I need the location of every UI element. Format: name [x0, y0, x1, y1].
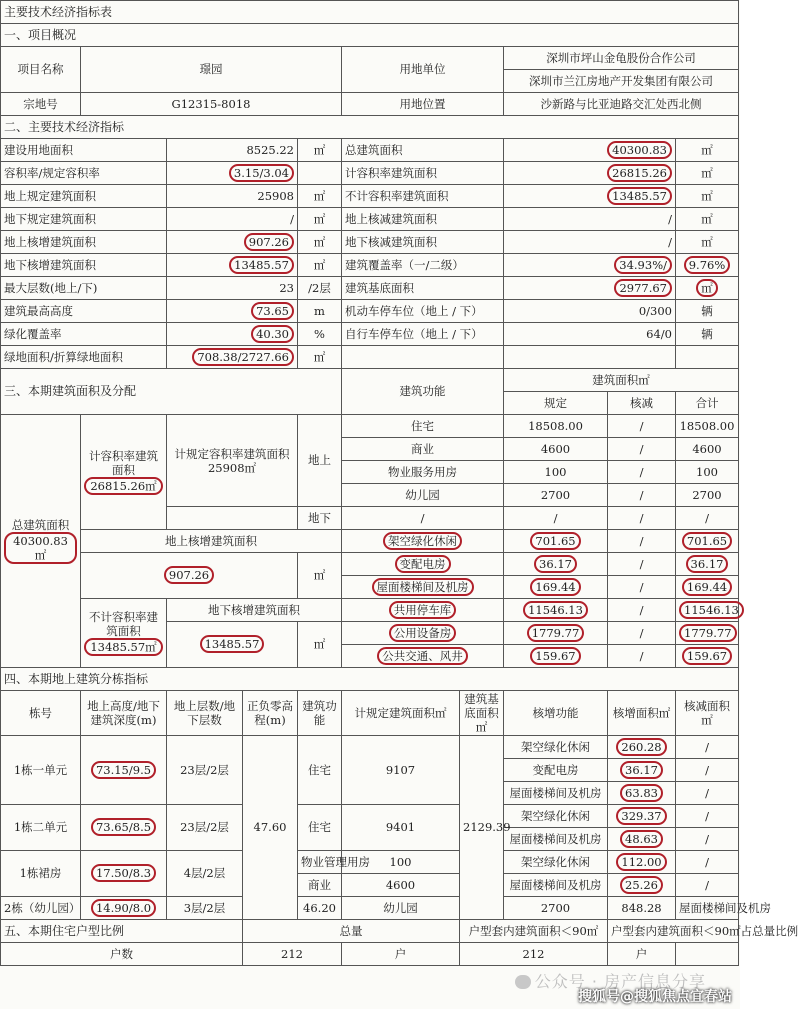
indicator-value [167, 300, 298, 323]
building-function: 住宅 [298, 736, 342, 805]
table-row [1, 805, 739, 828]
reduce-area: / [676, 759, 739, 782]
indicator-row [1, 300, 739, 323]
plan-cell [504, 599, 608, 622]
plan-cell: 18508.00 [504, 415, 608, 438]
annotation-circle: 40300.83 [607, 141, 672, 159]
annotation-circle: 13485.57 [200, 635, 265, 653]
indicator-value: / [167, 208, 298, 231]
column-header: 核减面积㎡ [676, 691, 739, 736]
indicator-value [504, 162, 676, 185]
indicator-unit: ㎡ [676, 208, 739, 231]
add-below-value [167, 622, 298, 668]
add-function: 屋面楼梯间及机房 [504, 874, 608, 897]
indicator-label: 地上核增建筑面积 [1, 231, 167, 254]
add-below-label: 地下核增建筑面积 [167, 599, 342, 622]
total-cell [676, 599, 739, 622]
add-area [608, 874, 676, 897]
plan-cell [504, 622, 608, 645]
reduce-cell: / [608, 484, 676, 507]
indicator-row [1, 231, 739, 254]
header-row [1, 691, 739, 736]
table-row [1, 943, 739, 966]
annotation-circle: 36.17 [620, 761, 663, 779]
annotation-circle: 25.26 [620, 876, 663, 894]
annotation-circle: 14.90/8.0 [91, 899, 156, 917]
section-heading: 二、主要技术经济指标 [1, 116, 739, 139]
total-cell: 18508.00 [676, 415, 739, 438]
indicator-row [1, 162, 739, 185]
add-area [608, 851, 676, 874]
indicator-label: 绿地面积/折算绿地面积 [1, 346, 167, 369]
indicator-unit [676, 254, 739, 277]
parcel: G12315-8018 [81, 93, 342, 116]
indicator-row [1, 323, 739, 346]
total-cell: 100 [676, 461, 739, 484]
indicator-label: 地下核减建筑面积 [342, 231, 504, 254]
total-area-value: 40300.83㎡ [4, 532, 77, 564]
function-cell: 物业服务用房 [342, 461, 504, 484]
indicator-value [504, 346, 676, 369]
indicator-row [1, 208, 739, 231]
annotation-circle: 2977.67 [614, 279, 672, 297]
annotation-circle: 公共交通、风井 [377, 647, 468, 665]
total-cell: / [676, 507, 739, 530]
function-cell [342, 530, 504, 553]
add-area [608, 805, 676, 828]
indicator-value: 25908 [167, 185, 298, 208]
section-heading: 一、项目概况 [1, 24, 739, 47]
building-floors: 23层/2层 [167, 736, 243, 805]
annotation-circle: 11546.13 [679, 601, 744, 619]
table-row [1, 369, 739, 392]
annotation-circle: 36.17 [686, 555, 729, 573]
indicator-value: 23 [167, 277, 298, 300]
reduce-cell: / [608, 599, 676, 622]
function-cell [342, 645, 504, 668]
building-name: 1栋裙房 [1, 851, 81, 897]
elevation: 47.60 [243, 736, 298, 920]
blank-cell [167, 507, 298, 530]
building-floors: 4层/2层 [167, 851, 243, 897]
total-header: 总量 [243, 920, 460, 943]
building-function: 住宅 [298, 805, 342, 851]
function-cell [342, 599, 504, 622]
building-function: 幼儿园 [342, 897, 460, 920]
function-cell: 幼儿园 [342, 484, 504, 507]
indicator-unit: ㎡ [298, 254, 342, 277]
annotation-circle: 169.44 [682, 578, 732, 596]
annotation-circle: 36.17 [534, 555, 577, 573]
reduce-cell: / [608, 415, 676, 438]
indicator-value: 64/0 [504, 323, 676, 346]
reduce-cell: / [608, 530, 676, 553]
add-function: 架空绿化休闲 [504, 736, 608, 759]
reduce-cell: / [608, 438, 676, 461]
total-cell [676, 645, 739, 668]
building-area: 9107 [342, 736, 460, 805]
table-title: 主要技术经济指标表 [1, 1, 739, 24]
reduce-area: / [676, 782, 739, 805]
plan-cell [504, 645, 608, 668]
location: 沙新路与比亚迪路交汇处西北侧 [504, 93, 739, 116]
building-name: 1栋一单元 [1, 736, 81, 805]
annotation-circle: 169.44 [530, 578, 580, 596]
annotation-circle: 9.76% [684, 256, 731, 274]
indicator-row [1, 346, 739, 369]
column-header: 建筑基底面积㎡ [460, 691, 504, 736]
add-function: 屋面楼梯间及机房 [676, 897, 739, 920]
indicator-unit [676, 346, 739, 369]
indicator-unit: ㎡ [298, 231, 342, 254]
indicator-label: 地上核减建筑面积 [342, 208, 504, 231]
indicator-row [1, 185, 739, 208]
nfa-cell [81, 599, 167, 668]
units-value: 212 [460, 943, 608, 966]
nfa-value: 13485.57㎡ [84, 638, 163, 656]
section-heading: 四、本期地上建筑分栋指标 [1, 668, 739, 691]
annotation-circle: 701.65 [682, 532, 732, 550]
plan-cell: 2700 [504, 484, 608, 507]
annotation-circle: 112.00 [616, 853, 666, 871]
column-header: 栋号 [1, 691, 81, 736]
indicator-unit [298, 162, 342, 185]
function-cell: 住宅 [342, 415, 504, 438]
elevation: 46.20 [298, 897, 342, 920]
project-name-label: 项目名称 [1, 47, 81, 93]
indicator-label: 不计容积率建筑面积 [342, 185, 504, 208]
table-row [1, 599, 739, 622]
indicator-value [167, 346, 298, 369]
reduce-area: / [676, 736, 739, 759]
reduce-cell: / [608, 461, 676, 484]
add-function: 架空绿化休闲 [504, 851, 608, 874]
building-name: 2栋（幼儿园） [1, 897, 81, 920]
add-area [608, 828, 676, 851]
table-row [1, 530, 739, 553]
annotation-circle: 329.37 [616, 807, 666, 825]
sohu-watermark: 搜狐号@搜狐焦点宜春站 [578, 989, 732, 1005]
total-cell [676, 622, 739, 645]
fa-cell [81, 415, 167, 530]
table-row [1, 553, 739, 576]
indicator-label: 自行车停车位（地上 / 下） [342, 323, 504, 346]
project-name: 璟园 [81, 47, 342, 93]
col-header: 合计 [676, 392, 739, 415]
annotation-circle: 73.15/9.5 [91, 761, 156, 779]
total-cell: 4600 [676, 438, 739, 461]
annotation-circle: 48.63 [620, 830, 663, 848]
column-header: 核增面积㎡ [608, 691, 676, 736]
wechat-watermark-text: 公众号 · 房产信息分享 [534, 972, 706, 991]
indicator-label: 地下核增建筑面积 [1, 254, 167, 277]
indicator-unit: ㎡ [676, 231, 739, 254]
total-cell: 2700 [676, 484, 739, 507]
annotation-circle: 73.65 [251, 302, 294, 320]
annotation-circle: 260.28 [616, 738, 666, 756]
building-floors: 23层/2层 [167, 805, 243, 851]
indicator-value [504, 139, 676, 162]
annotation-circle: 3.15/3.04 [229, 164, 294, 182]
table-row [1, 415, 739, 438]
function-cell [342, 576, 504, 599]
reduce-area: / [676, 851, 739, 874]
indicator-row [1, 139, 739, 162]
indicator-unit: /2层 [298, 277, 342, 300]
indicator-label: 绿化覆盖率 [1, 323, 167, 346]
add-above-label: 地上核增建筑面积 [81, 530, 342, 553]
land-unit-1: 深圳市坪山金龟股份合作公司 [504, 47, 739, 70]
indicator-unit: ㎡ [298, 185, 342, 208]
total-area-cell [1, 415, 81, 668]
indicator-value [167, 231, 298, 254]
total-area-label: 总建筑面积 [11, 518, 70, 532]
area-header: 建筑面积㎡ [504, 369, 739, 392]
annotation-circle: 701.65 [530, 532, 580, 550]
column-header: 正负零高程(m) [243, 691, 298, 736]
indicator-label: 计容积率建筑面积 [342, 162, 504, 185]
column-header: 核增功能 [504, 691, 608, 736]
base-area: 848.28 [608, 897, 676, 920]
indicator-label: 总建筑面积 [342, 139, 504, 162]
building-height [81, 897, 167, 920]
indicator-unit: 辆 [676, 300, 739, 323]
indicator-label: 建筑最高高度 [1, 300, 167, 323]
indicator-value: 0/300 [504, 300, 676, 323]
units-unit: 户 [608, 943, 676, 966]
building-area: 100 [342, 851, 460, 874]
reduce-cell: / [608, 553, 676, 576]
base-area: 2129.39 [460, 736, 504, 920]
function-cell: 商业 [342, 438, 504, 461]
indicator-label: 建设用地面积 [1, 139, 167, 162]
unit-cell: ㎡ [298, 553, 342, 599]
annotation-circle: 34.93%/ [614, 256, 672, 274]
plan-area-label: 计规定容积率建筑面积 [174, 446, 290, 461]
function-cell [342, 622, 504, 645]
annotation-circle: 变配电房 [395, 555, 451, 573]
below-ground-label: 地下 [298, 507, 342, 530]
annotation-circle: 架空绿化休闲 [383, 532, 462, 550]
indicator-unit: ㎡ [298, 208, 342, 231]
reduce-cell: / [608, 507, 676, 530]
total-cell [676, 576, 739, 599]
above-ground-label: 地上 [298, 415, 342, 507]
indicator-unit: % [298, 323, 342, 346]
add-function: 变配电房 [504, 759, 608, 782]
annotation-circle: 1779.77 [527, 624, 585, 642]
indicator-value [167, 323, 298, 346]
unit-cell: ㎡ [298, 622, 342, 668]
fa-label: 计容积率建筑面积 [89, 449, 158, 477]
indicator-value: / [504, 208, 676, 231]
ratio-header: 户型套内建筑面积＜90㎡占总量比例 [608, 920, 739, 943]
indicator-row [1, 277, 739, 300]
annotation-circle: 159.67 [530, 647, 580, 665]
add-area [608, 782, 676, 805]
add-area [608, 736, 676, 759]
indicator-value: 8525.22 [167, 139, 298, 162]
table-row [1, 668, 739, 691]
annotation-circle: 708.38/2727.66 [192, 348, 294, 366]
column-header: 计规定建筑面积㎡ [342, 691, 460, 736]
indicator-label: 容积率/规定容积率 [1, 162, 167, 185]
reduce-cell: / [608, 645, 676, 668]
reduce-cell: / [608, 622, 676, 645]
building-area: 9401 [342, 805, 460, 851]
annotation-circle: 13485.57 [607, 187, 672, 205]
plan-area-cell [167, 415, 298, 507]
total-cell [676, 530, 739, 553]
col-header: 核减 [608, 392, 676, 415]
indicator-unit: ㎡ [298, 346, 342, 369]
indicator-value [504, 185, 676, 208]
add-function: 屋面楼梯间及机房 [504, 828, 608, 851]
indicator-unit: ㎡ [676, 162, 739, 185]
plan-cell [504, 530, 608, 553]
table-row [1, 897, 739, 920]
indicator-label: 最大层数(地上/下) [1, 277, 167, 300]
section-heading: 三、本期建筑面积及分配 [1, 369, 342, 415]
building-function: 商业 [298, 874, 342, 897]
column-header: 建筑功能 [298, 691, 342, 736]
annotation-circle: 40.30 [251, 325, 294, 343]
indicator-label [342, 346, 504, 369]
function-cell [342, 553, 504, 576]
plan-cell: 100 [504, 461, 608, 484]
add-area [608, 759, 676, 782]
indicator-value [504, 254, 676, 277]
units-value: 212 [243, 943, 342, 966]
indicator-unit: ㎡ [676, 185, 739, 208]
reduce-area: / [676, 805, 739, 828]
column-header: 地上高度/地下建筑深度(m) [81, 691, 167, 736]
column-header: 地上层数/地下层数 [167, 691, 243, 736]
function-cell: / [342, 507, 504, 530]
annotation-circle: 共用停车库 [389, 601, 457, 619]
annotation-circle: 159.67 [682, 647, 732, 665]
indicator-label: 建筑基底面积 [342, 277, 504, 300]
indicator-value [167, 162, 298, 185]
indicator-unit: ㎡ [298, 139, 342, 162]
annotation-circle: ㎡ [696, 279, 718, 297]
total-cell [676, 553, 739, 576]
add-function: 屋面楼梯间及机房 [504, 782, 608, 805]
annotation-circle: 屋面楼梯间及机房 [372, 578, 474, 596]
plan-cell [504, 553, 608, 576]
annotation-circle: 1779.77 [679, 624, 737, 642]
indicator-value [504, 277, 676, 300]
section-heading: 五、本期住宅户型比例 [1, 920, 243, 943]
table-row [1, 736, 739, 759]
indicator-unit: 辆 [676, 323, 739, 346]
land-unit-label: 用地单位 [342, 47, 504, 93]
annotation-circle: 17.50/8.3 [91, 864, 156, 882]
location-label: 用地位置 [342, 93, 504, 116]
indicator-unit: ㎡ [676, 139, 739, 162]
building-floors: 3层/2层 [167, 897, 243, 920]
building-area: 2700 [504, 897, 608, 920]
indicator-value [167, 254, 298, 277]
plan-cell: / [504, 507, 608, 530]
col-header: 规定 [504, 392, 608, 415]
add-function: 架空绿化休闲 [504, 805, 608, 828]
annotation-circle: 63.83 [620, 784, 663, 802]
building-name: 1栋二单元 [1, 805, 81, 851]
indicator-label: 建筑覆盖率（一/二级） [342, 254, 504, 277]
reduce-cell: / [608, 576, 676, 599]
reduce-area: / [676, 874, 739, 897]
indicator-label: 地上规定建筑面积 [1, 185, 167, 208]
building-function: 物业管理用房 [298, 851, 342, 874]
plan-cell: 4600 [504, 438, 608, 461]
land-unit-2: 深圳市兰江房地产开发集团有限公司 [504, 70, 739, 93]
fa-value: 26815.26㎡ [84, 477, 163, 495]
annotation-circle: 13485.57 [229, 256, 294, 274]
units-label: 户数 [1, 943, 243, 966]
indicator-unit: m [298, 300, 342, 323]
building-height [81, 851, 167, 897]
indicator-label: 地下规定建筑面积 [1, 208, 167, 231]
blank-cell [676, 943, 739, 966]
indicator-value: / [504, 231, 676, 254]
plan-cell [504, 576, 608, 599]
reduce-area: / [676, 828, 739, 851]
parcel-label: 宗地号 [1, 93, 81, 116]
annotation-circle: 11546.13 [523, 601, 588, 619]
table-row [1, 920, 739, 943]
indicator-unit [676, 277, 739, 300]
annotation-circle: 公用设备房 [389, 624, 457, 642]
wechat-icon [515, 975, 531, 989]
building-area: 4600 [342, 874, 460, 897]
annotation-circle: 907.26 [164, 566, 214, 584]
table-row [1, 851, 739, 874]
annotation-circle: 26815.26 [607, 164, 672, 182]
annotation-circle: 907.26 [244, 233, 294, 251]
indicator-row [1, 254, 739, 277]
units-unit: 户 [342, 943, 460, 966]
add-above-value [81, 553, 298, 599]
building-height [81, 805, 167, 851]
building-height [81, 736, 167, 805]
nfa-label: 不计容积率建筑面积 [89, 610, 158, 638]
plan-area-value: 25908㎡ [207, 460, 257, 475]
lt90-header: 户型套内建筑面积＜90㎡ [460, 920, 608, 943]
indicator-label: 机动车停车位（地上 / 下） [342, 300, 504, 323]
annotation-circle: 73.65/8.5 [91, 818, 156, 836]
function-header: 建筑功能 [342, 369, 504, 415]
